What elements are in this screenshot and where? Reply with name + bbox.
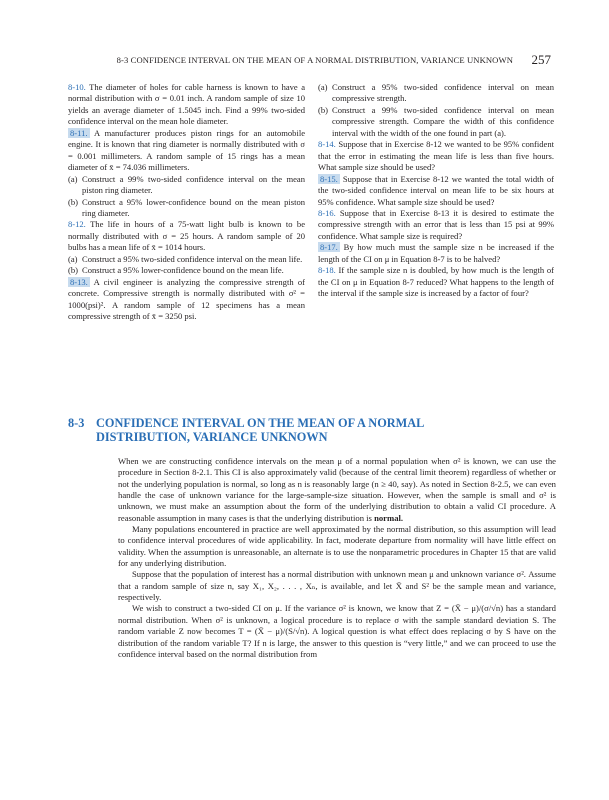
exercise-8-12	[68, 219, 305, 253]
exercise-number: 8-12.	[68, 219, 86, 230]
exercise-8-13	[68, 277, 305, 323]
exercise-text: If the sample size n is doubled, by how much is the length of the CI on μ in Equation 8-7 reduced? What happens to the length of the interval if the sample size is increased by a factor of four?	[318, 265, 554, 299]
paragraph-1: When we are constructing confidence intervals on the mean μ of a normal population when σ² is known, we can use the procedure in Section 8-2.1. This CI is also approximately valid (because of the central limit theorem) regardless of whether or not the underlying population is normal, so long as n is reasonably large (n ≥ 40, say). As noted in Section 8-2.5, we can even handle the case of unknown variance for the large-sample-size situation. However, when the sample is small and σ² is unknown, we must make an assumption about the form of the underlying distribution to obtain a valid CI procedure. A reasonable assumption in many cases is that the underlying distribution is normal.	[118, 456, 556, 523]
exercises-left-column	[68, 82, 305, 323]
emphasis-normal: normal.	[374, 512, 404, 523]
exercise-8-10	[68, 82, 305, 128]
section-body	[118, 456, 556, 660]
exercise-number-highlighted: 8-17.	[320, 242, 338, 253]
exercise-part-a: (a) Construct a 95% two-sided confidence interval on mean compressive strength.	[318, 82, 554, 104]
exercise-text: A civil engineer is analyzing the compressive strength of concrete. Compressive strength is normally distributed with σ² = 1000(psi)². A random sample of 12 specimens has a mean compressive strength of x̄ = 3250 psi.	[68, 276, 305, 322]
exercise-8-18	[318, 265, 554, 299]
exercise-8-16	[318, 208, 554, 242]
running-title: 8-3 CONFIDENCE INTERVAL ON THE MEAN OF A NORMAL DISTRIBUTION, VARIANCE UNKNOWN	[116, 55, 513, 65]
section-title: CONFIDENCE INTERVAL ON THE MEAN OF A NORMAL DISTRIBUTION, VARIANCE UNKNOWN	[96, 416, 424, 444]
exercise-8-14	[318, 139, 554, 173]
exercise-text: The diameter of holes for cable harness is known to have a normal distribution with σ = 0.01 inch. A random sample of size 10 yields an average diameter of 1.5045 inch. Find a 99% two-sided confidence interval on the mean hole diameter.	[68, 82, 305, 127]
exercise-part-a: (a) Construct a 99% two-sided confidence interval on the mean piston ring diameter.	[68, 173, 305, 196]
exercise-part-b: (b) Construct a 99% two-sided confidence interval on mean compressive strength. Compare the width of this confidence interval with the width of the one found in part (a).	[318, 104, 554, 138]
exercise-part-b: (b) Construct a 95% lower-confidence bound on the mean life.	[68, 265, 284, 276]
exercise-number-highlighted: 8-15.	[320, 173, 338, 184]
exercise-text: By how much must the sample size n be increased if the length of the CI on μ in Equation 8-7 is to be halved?	[318, 242, 554, 264]
exercise-text: Suppose that in Exercise 8-12 we wanted the total width of the two-sided confidence interval on mean life to be six hours at 95% confidence. What sample size should be used?	[318, 173, 554, 207]
exercise-8-11	[68, 128, 305, 174]
exercise-number-highlighted: 8-13.	[70, 276, 88, 287]
exercise-number-highlighted: 8-11.	[70, 127, 88, 138]
paragraph-2: Many populations encountered in practice are well approximated by the normal distribution, so this assumption will lead to confidence interval procedures of wide applicability. In fact, moderate departure from normality will have little effect on validity. When the assumption is unreasonable, an alternate is to use the nonparametric procedures in Chapter 15 that are valid for any underlying distribution.	[118, 524, 556, 569]
paragraph-4: We wish to construct a two-sided CI on μ. If the variance σ² is known, we know that Z = (X̄ − μ)/(σ/√n) has a standard normal distribution. When σ² is unknown, a logical procedure is to replace σ with the sample standard deviation S. The random variable Z now becomes T = (X̄ − μ)/(S/√n). A logical question is what effect does replacing σ by S have on the distribution of the random variable T? If n is large, the answer to this question is “very little,” and we can proceed to use the confidence interval based on the normal distribution from	[118, 603, 556, 659]
exercises-right-column	[318, 82, 554, 300]
exercise-text: The life in hours of a 75-watt light bulb is known to be normally distributed with σ = 25 hours. A random sample of 20 bulbs has a mean life of x̄ = 1014 hours.	[68, 219, 305, 253]
exercise-part-a: (a) Construct a 95% two-sided confidence interval on the mean life.	[68, 253, 303, 264]
exercise-number: 8-18.	[318, 265, 336, 276]
exercise-8-15	[318, 174, 554, 208]
exercise-number: 8-10.	[68, 82, 86, 92]
page-number: 257	[531, 52, 551, 67]
running-head	[0, 52, 609, 68]
exercise-8-17	[318, 242, 554, 265]
exercise-text: A manufacturer produces piston rings for an automobile engine. It is known that ring diameter is normally distributed with σ = 0.001 millimeters. A random sample of 15 rings has a mean diameter of x̄ = 74.036 millimeters.	[68, 127, 305, 173]
exercise-number: 8-16.	[318, 207, 336, 218]
exercise-number: 8-14.	[318, 139, 336, 150]
exercise-text: Suppose that in Exercise 8-13 it is desired to estimate the compressive strength with an error that is less than 15 psi at 99% confidence. What sample size is required?	[318, 207, 554, 241]
exercise-part-b: (b) Construct a 95% lower-confidence bound on the mean piston ring diameter.	[68, 196, 305, 218]
exercise-text: Suppose that in Exercise 8-12 we wanted to be 95% confident that the error in estimating the mean life is less than five hours. What sample size should be used?	[318, 139, 554, 173]
paragraph-3: Suppose that the population of interest has a normal distribution with unknown mean μ and unknown variance σ². Assume that a random sample of size n, say X₁, X₂, . . . , Xₙ, is available, and let X̄ and S² be the sample mean and variance, respectively.	[118, 569, 556, 603]
section-number: 8-3	[68, 416, 85, 430]
